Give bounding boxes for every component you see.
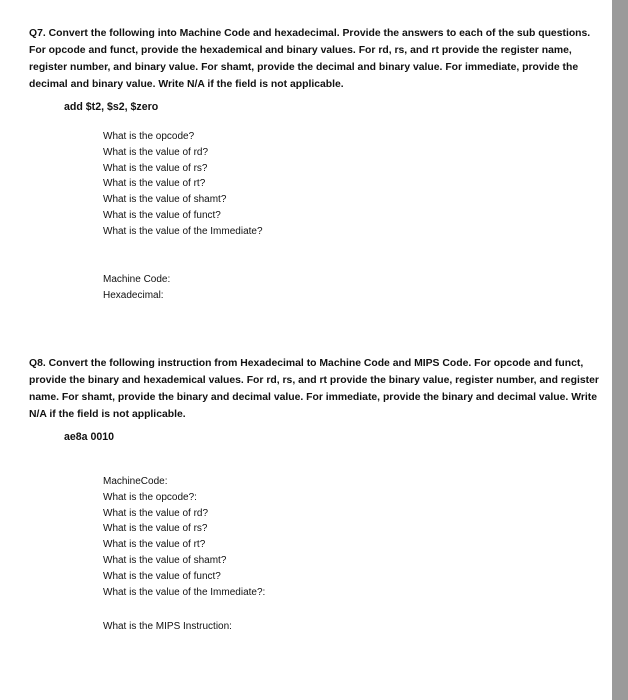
q8-machine-code-label: MachineCode: [103, 476, 168, 487]
q8-paragraph-line: name. For shamt, provide the binary and decimal value. For immediate, provide the binary and decimal value. Write [29, 392, 597, 403]
q8-question-rs: What is the value of rs? [103, 523, 208, 535]
q8-instruction: ae8a 0010 [64, 431, 115, 443]
q8-paragraph-line: N/A if the field is not applicable. [29, 409, 186, 420]
q7-question-immediate: What is the value of the Immediate? [103, 225, 263, 237]
q7-question-rd: What is the value of rd? [103, 146, 209, 158]
q8-paragraph-line: provide the binary and hexademical values. For rd, rs, and rt provide the binary value, register number, and register [29, 375, 599, 386]
q8-question-funct: What is the value of funct? [103, 570, 221, 582]
q8-question-list [103, 474, 265, 600]
q7-question-shamt: What is the value of shamt? [103, 194, 227, 206]
q7-paragraph-line: For opcode and funct, provide the hexademical and binary values. For rd, rs, and rt provide the register name, [29, 45, 572, 56]
q8-question-rd: What is the value of rd? [103, 507, 209, 519]
q7-machine-code-label: Machine Code: [103, 274, 171, 285]
q8-question-rt: What is the value of rt? [103, 539, 206, 551]
q7-paragraph-line: register number, and binary value. For shamt, provide the decimal and binary value. For immediate, provide the [29, 62, 579, 73]
q8-paragraph-line: Q8. Convert the following instruction from Hexadecimal to Machine Code and MIPS Code. For opcode and funct, [29, 358, 584, 369]
q8-question-immediate: What is the value of the Immediate?: [103, 586, 266, 598]
window-edge-bar [612, 0, 628, 700]
q7-hexadecimal-label: Hexadecimal: [103, 289, 164, 301]
q7-paragraph-line: decimal and binary value. Write N/A if the field is not applicable. [29, 79, 344, 90]
q7-answer-list [103, 272, 170, 304]
q7-question-funct: What is the value of funct? [103, 209, 221, 221]
q7-paragraph [29, 25, 589, 93]
q8-question-shamt: What is the value of shamt? [103, 554, 227, 566]
q7-instruction: add $t2, $s2, $zero [64, 101, 159, 113]
q7-question-list [103, 129, 263, 240]
q8-question-opcode: What is the opcode?: [103, 491, 197, 503]
q7-paragraph-line: Q7. Convert the following into Machine Code and hexadecimal. Provide the answers to each of the sub questions. [29, 28, 591, 39]
q7-question-opcode: What is the opcode? [103, 131, 195, 142]
q7-question-rs: What is the value of rs? [103, 162, 208, 174]
q7-question-rt: What is the value of rt? [103, 178, 206, 190]
q8-mips-instruction-label: What is the MIPS Instruction: [103, 621, 232, 632]
q8-paragraph [29, 355, 599, 423]
q8-mips-question [103, 619, 232, 635]
